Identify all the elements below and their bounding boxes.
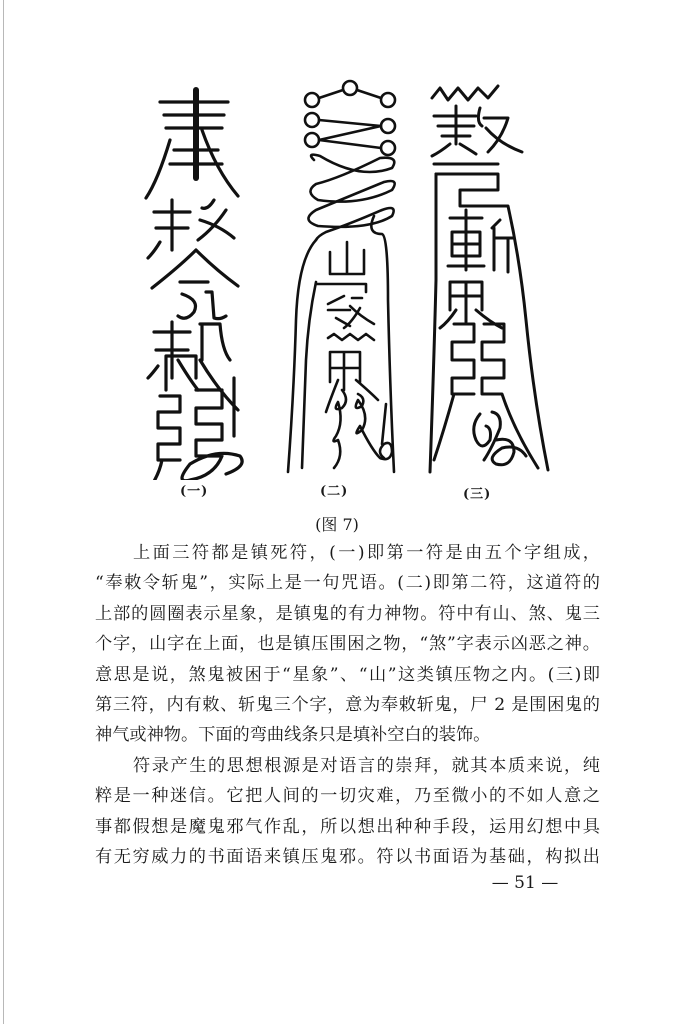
talisman-1-drawing [142,90,242,480]
text-line: “奉敕令斩鬼”，实际上是一句咒语。(二)即第二符，这道符的 [95,573,600,594]
text-line: 有无穷威力的书面语来镇压鬼邪。符以书面语为基础，构拟出 [95,847,600,868]
text-line: 上部的圆圈表示星象，是镇鬼的有力神物。符中有山、煞、鬼三 [95,603,600,624]
talisman-figure [130,60,610,480]
talisman-3-label: (三) [463,487,492,502]
text-line: 神气或神物。下面的弯曲线条只是填补空白的装饰。 [95,725,491,746]
text-line: 粹是一种迷信。它把人间的一切灾难，乃至微小的不如人意之 [95,786,600,807]
page-number: — 51 — [491,873,559,893]
talisman-3-drawing [430,86,548,472]
figure-caption: (图 7) [315,515,359,534]
text-line: 个字，山字在上面，也是镇压围困之物，“煞”字表示凶恶之神。 [95,634,600,655]
paragraph-2 [95,751,600,873]
body-text [95,538,600,872]
text-line: 第三符，内有敕、斩鬼三个字，意为奉敕斩鬼，尸 2 是围困鬼的 [95,695,600,716]
text-line: 上面三符都是镇死符，(一)即第一符是由五个字组成， [133,543,600,563]
text-line: 事都假想是魔鬼邪气作乱，所以想出种种手段，运用幻想中具 [95,816,600,837]
text-line: 符录产生的思想根源是对语言的崇拜，就其本质来说，纯 [133,755,600,776]
talisman-1-label: (一) [180,484,209,499]
talisman-2-drawing [288,81,395,472]
talisman-drawings [130,60,610,480]
text-line: 意思是说，煞鬼被困于“星象”、“山”这类镇压物之内。(三)即 [95,664,600,685]
talisman-2-label: (二) [320,484,349,499]
paragraph-1 [95,538,600,751]
